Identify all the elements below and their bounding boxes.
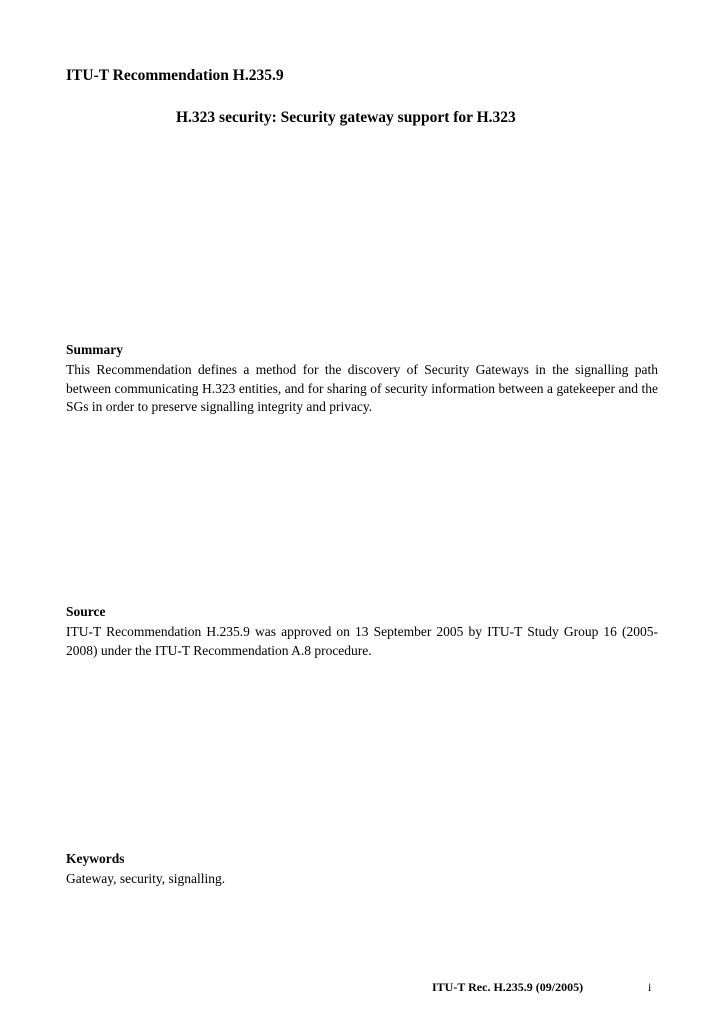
footer-reference: ITU-T Rec. H.235.9 (09/2005) — [432, 980, 584, 994]
keywords-text: Gateway, security, signalling. — [66, 871, 226, 886]
recommendation-title: ITU-T Recommendation H.235.9 — [66, 67, 284, 84]
keywords-section — [66, 850, 658, 889]
source-text: ITU-T Recommendation H.235.9 was approved on 13 September 2005 by ITU-T Study Group 16 (2005-2008) under the ITU-T Recommendation A.8 procedure. — [66, 624, 658, 658]
keywords-heading: Keywords — [66, 851, 125, 866]
summary-section — [66, 341, 658, 417]
summary-heading: Summary — [66, 342, 123, 357]
source-section — [66, 603, 658, 660]
source-heading: Source — [66, 604, 106, 619]
page-number: i — [648, 980, 652, 994]
document-title: H.323 security: Security gateway support for H.323 — [176, 109, 516, 126]
summary-text: This Recommendation defines a method for the discovery of Security Gateways in the signalling path between communicating H.323 entities, and for sharing of security information between a gatekeeper and the SGs in order to preserve signalling integrity and privacy. — [66, 362, 658, 414]
